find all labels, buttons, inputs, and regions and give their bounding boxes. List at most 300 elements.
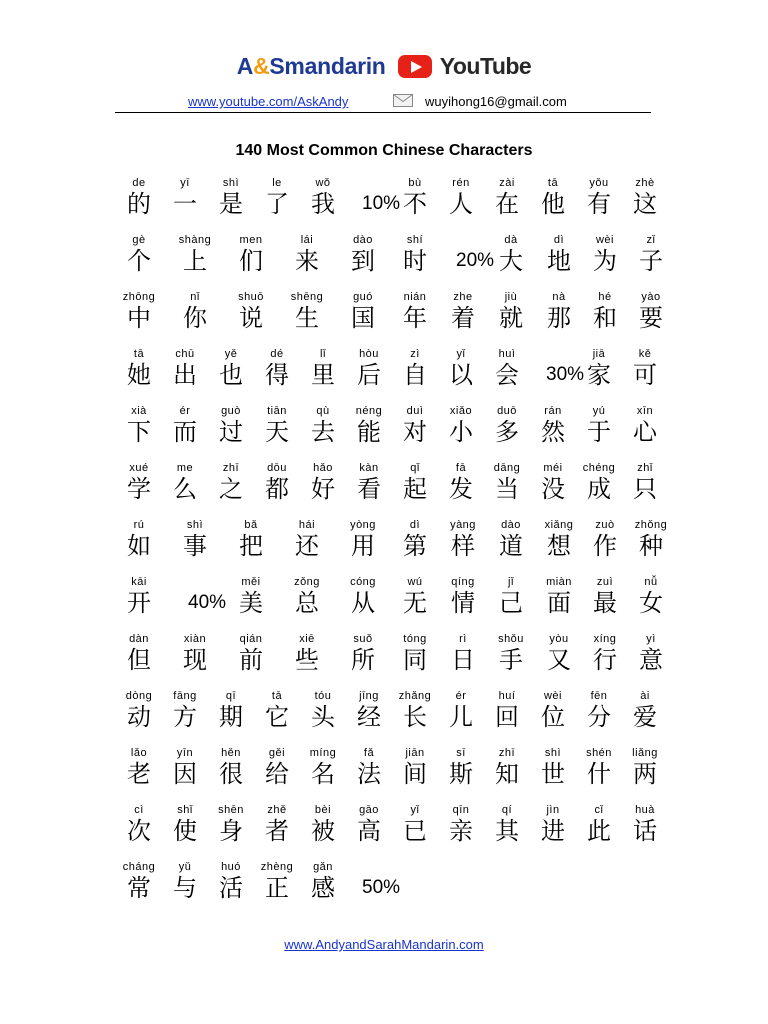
hanzi-character: 天 [265, 418, 289, 446]
footer [0, 934, 768, 953]
hanzi-character: 的 [127, 190, 151, 218]
character-cell [484, 461, 530, 503]
hanzi-character: 已 [403, 817, 427, 845]
character-cell [284, 233, 330, 275]
pinyin-label: yú [592, 405, 606, 417]
hanzi-character: 都 [265, 475, 289, 503]
hanzi-character: 如 [127, 532, 151, 560]
hanzi-character: 者 [265, 817, 289, 845]
hanzi-character: 出 [173, 361, 197, 389]
hanzi-character: 为 [593, 247, 617, 275]
pinyin-label: bèi [314, 804, 332, 816]
character-cell [116, 575, 162, 617]
character-cell [440, 518, 486, 560]
character-cell [576, 689, 622, 731]
pinyin-label: yīn [176, 747, 194, 759]
pinyin-label: le [272, 177, 282, 189]
character-cell [254, 689, 300, 731]
hanzi-character: 进 [541, 817, 565, 845]
character-cell [440, 632, 486, 674]
character-cell [628, 233, 674, 275]
hanzi-character: 高 [357, 817, 381, 845]
pinyin-label: bù [408, 177, 422, 189]
pinyin-label: qù [316, 405, 330, 417]
character-cell [162, 176, 208, 218]
character-cell [392, 347, 438, 389]
hanzi-character: 有 [587, 190, 611, 218]
character-cell [162, 689, 208, 731]
hanzi-character: 着 [451, 304, 475, 332]
character-cell [392, 575, 438, 617]
character-cell [116, 689, 162, 731]
pinyin-label: guò [221, 405, 241, 417]
pinyin-label: měi [241, 576, 261, 588]
character-cell [116, 347, 162, 389]
character-cell [208, 404, 254, 446]
character-cell [582, 518, 628, 560]
character-cell [484, 404, 530, 446]
pinyin-label: zhǎng [398, 690, 432, 702]
percentage-marker: 50% [362, 877, 401, 898]
hanzi-character: 话 [633, 817, 657, 845]
pinyin-label: wèi [595, 234, 614, 246]
hanzi-character: 老 [127, 760, 151, 788]
pinyin-label: rì [459, 633, 467, 645]
pinyin-label: zhī [222, 462, 240, 474]
character-cell [536, 290, 582, 332]
hanzi-character: 这 [633, 190, 657, 218]
hanzi-character: 又 [547, 646, 571, 674]
character-cell [340, 632, 386, 674]
hanzi-character: 那 [547, 304, 571, 332]
pinyin-label: huà [635, 804, 655, 816]
hanzi-character: 作 [593, 532, 617, 560]
hanzi-character: 好 [311, 475, 335, 503]
character-cell [628, 518, 674, 560]
hanzi-character: 个 [127, 247, 151, 275]
character-cell [300, 461, 346, 503]
hanzi-character: 感 [311, 874, 335, 902]
character-cell [228, 632, 274, 674]
pinyin-label: gěi [268, 747, 286, 759]
character-cell [440, 290, 486, 332]
pinyin-label: dì [409, 519, 421, 531]
pinyin-label: suǒ [353, 633, 373, 645]
character-cell [622, 176, 668, 218]
youtube-wordmark: YouTube [439, 53, 532, 79]
pinyin-label: zhōng [122, 291, 156, 303]
pinyin-label: shuō [238, 291, 264, 303]
character-cell [284, 518, 330, 560]
pinyin-label: shén [586, 747, 612, 759]
hanzi-character: 面 [547, 589, 571, 617]
hanzi-character: 知 [495, 760, 519, 788]
character-cell [438, 803, 484, 845]
hanzi-character: 大 [499, 247, 523, 275]
pinyin-label: yì [646, 633, 656, 645]
character-cell [392, 803, 438, 845]
character-cell [228, 518, 274, 560]
character-cell [576, 746, 622, 788]
character-cell [116, 233, 162, 275]
hanzi-character: 分 [587, 703, 611, 731]
hanzi-character: 斯 [449, 760, 473, 788]
character-cell [622, 461, 668, 503]
hanzi-character: 人 [449, 190, 473, 218]
character-cell [582, 575, 628, 617]
character-cell [346, 404, 392, 446]
pinyin-label: me [176, 462, 194, 474]
hanzi-character: 被 [311, 817, 335, 845]
pinyin-label: jīng [359, 690, 379, 702]
character-cell [228, 290, 274, 332]
character-cell [582, 233, 628, 275]
hanzi-character: 正 [265, 874, 289, 902]
hanzi-character: 己 [499, 589, 523, 617]
hanzi-character: 开 [127, 589, 151, 617]
character-cell [300, 347, 346, 389]
hanzi-character: 当 [495, 475, 519, 503]
pinyin-label: tā [547, 177, 559, 189]
pinyin-label: zhī [498, 747, 516, 759]
character-cell [346, 347, 392, 389]
hanzi-character: 她 [127, 361, 151, 389]
character-cell [530, 746, 576, 788]
brand-logo: A&Smandarin [236, 53, 386, 79]
pinyin-label: kāi [131, 576, 147, 588]
character-cell [536, 518, 582, 560]
pinyin-label: hé [598, 291, 612, 303]
character-cell [346, 803, 392, 845]
hanzi-character: 发 [449, 475, 473, 503]
pinyin-label: cháng [122, 861, 156, 873]
hanzi-character: 过 [219, 418, 243, 446]
character-cell [438, 461, 484, 503]
character-cell [530, 689, 576, 731]
character-cell [392, 746, 438, 788]
character-cell [208, 461, 254, 503]
character-cell [622, 746, 668, 788]
character-cell [576, 404, 622, 446]
pinyin-label: dào [501, 519, 521, 531]
pinyin-label: qíng [451, 576, 475, 588]
character-cell [116, 518, 162, 560]
pinyin-label: tóu [314, 690, 332, 702]
hanzi-character: 很 [219, 760, 243, 788]
hanzi-character: 成 [587, 475, 611, 503]
character-cell [484, 176, 530, 218]
pinyin-label: bǎ [244, 519, 258, 531]
character-cell [440, 575, 486, 617]
pinyin-label: huó [221, 861, 241, 873]
pinyin-label: guó [353, 291, 373, 303]
character-cell [254, 176, 300, 218]
character-cell [340, 575, 386, 617]
pinyin-label: kàn [359, 462, 379, 474]
character-cell [162, 461, 208, 503]
pinyin-label: zhe [453, 291, 473, 303]
character-cell [116, 860, 162, 902]
percentage-marker: 20% [456, 250, 495, 271]
hanzi-character: 使 [173, 817, 197, 845]
pinyin-label: shēn [218, 804, 244, 816]
pinyin-label: tā [133, 348, 145, 360]
hanzi-character: 和 [593, 304, 617, 332]
pinyin-label: yǐ [410, 804, 420, 816]
contact-email: wuyihong16@gmail.com [425, 94, 567, 109]
pinyin-label: jìn [546, 804, 560, 816]
hanzi-character: 时 [403, 247, 427, 275]
pinyin-label: rén [452, 177, 470, 189]
character-cell [116, 290, 162, 332]
pinyin-label: chū [175, 348, 195, 360]
hanzi-character: 些 [295, 646, 319, 674]
character-cell [162, 347, 208, 389]
character-cell [622, 347, 668, 389]
hanzi-character: 多 [495, 418, 519, 446]
character-cell [488, 233, 534, 275]
character-cell [582, 290, 628, 332]
hanzi-character: 以 [449, 361, 473, 389]
hanzi-character: 日 [451, 646, 475, 674]
pinyin-label: rán [544, 405, 562, 417]
pinyin-label: jiā [592, 348, 606, 360]
character-cell [228, 575, 274, 617]
pinyin-label: wèi [543, 690, 562, 702]
pinyin-label: duì [406, 405, 424, 417]
character-cell [300, 404, 346, 446]
character-cell [162, 803, 208, 845]
percentage-marker: 30% [546, 364, 585, 385]
hanzi-character: 国 [351, 304, 375, 332]
character-cell [208, 803, 254, 845]
hanzi-character: 总 [295, 589, 319, 617]
hanzi-character: 法 [357, 760, 381, 788]
hanzi-character: 家 [587, 361, 611, 389]
pinyin-label: shàng [178, 234, 212, 246]
hanzi-character: 最 [593, 589, 617, 617]
pinyin-label: gāo [359, 804, 379, 816]
pinyin-label: jǐ [508, 576, 514, 588]
youtube-channel-link[interactable]: www.youtube.com/AskAndy [188, 94, 349, 109]
pinyin-label: zhě [267, 804, 287, 816]
pinyin-label: dé [270, 348, 284, 360]
character-cell [438, 347, 484, 389]
character-cell [300, 803, 346, 845]
hanzi-character: 只 [633, 475, 657, 503]
character-cell [576, 803, 622, 845]
character-cell [162, 860, 208, 902]
character-cell [484, 803, 530, 845]
pinyin-label: míng [309, 747, 337, 759]
hanzi-character: 道 [499, 532, 523, 560]
pinyin-label: fǎ [363, 747, 375, 759]
hanzi-character: 没 [541, 475, 565, 503]
pinyin-label: cóng [350, 576, 376, 588]
pinyin-label: cì [134, 804, 144, 816]
hanzi-character: 两 [633, 760, 657, 788]
hanzi-character: 心 [633, 418, 657, 446]
hanzi-character: 儿 [449, 703, 473, 731]
pinyin-label: jiān [405, 747, 425, 759]
pinyin-label: yǐ [456, 348, 466, 360]
character-cell [536, 575, 582, 617]
character-cell [116, 404, 162, 446]
character-cell [392, 689, 438, 731]
hanzi-character: 小 [449, 418, 473, 446]
hanzi-character: 动 [127, 703, 151, 731]
pinyin-label: xiē [299, 633, 315, 645]
pinyin-label: fēn [590, 690, 608, 702]
character-cell [392, 518, 438, 560]
pinyin-label: fā [455, 462, 467, 474]
pinyin-label: qí [501, 804, 513, 816]
pinyin-label: tóng [403, 633, 427, 645]
character-cell [116, 746, 162, 788]
hanzi-character: 此 [587, 817, 611, 845]
hanzi-character: 间 [403, 760, 427, 788]
character-cell [284, 575, 330, 617]
character-cell [488, 518, 534, 560]
hanzi-character: 他 [541, 190, 565, 218]
pinyin-label: lái [300, 234, 314, 246]
character-cell [162, 746, 208, 788]
hanzi-character: 活 [219, 874, 243, 902]
pinyin-label: tā [271, 690, 283, 702]
pinyin-label: yòng [350, 519, 376, 531]
pinyin-label: ér [179, 405, 191, 417]
hanzi-character: 给 [265, 760, 289, 788]
pinyin-label: méi [543, 462, 563, 474]
character-cell [392, 404, 438, 446]
hanzi-character: 它 [265, 703, 289, 731]
hanzi-character: 手 [499, 646, 523, 674]
pinyin-label: zǒng [294, 576, 320, 588]
pinyin-label: dōu [267, 462, 287, 474]
hanzi-character: 自 [403, 361, 427, 389]
pinyin-label: néng [355, 405, 383, 417]
character-cell [254, 803, 300, 845]
hanzi-character: 说 [239, 304, 263, 332]
hanzi-character: 后 [357, 361, 381, 389]
pinyin-label: men [239, 234, 263, 246]
hanzi-character: 们 [239, 247, 263, 275]
character-cell [484, 347, 530, 389]
pinyin-label: yàng [450, 519, 476, 531]
character-cell [284, 632, 330, 674]
hanzi-character: 子 [639, 247, 663, 275]
pinyin-label: zuì [596, 576, 614, 588]
character-cell [488, 290, 534, 332]
hanzi-character: 第 [403, 532, 427, 560]
pinyin-label: xíng [593, 633, 617, 645]
character-cell [576, 176, 622, 218]
pinyin-label: qián [239, 633, 263, 645]
pinyin-label: zhè [635, 177, 655, 189]
website-link[interactable]: www.AndyandSarahMandarin.com [284, 937, 484, 952]
hanzi-character: 位 [541, 703, 565, 731]
pinyin-label: dào [353, 234, 373, 246]
character-cell [530, 461, 576, 503]
character-cell [628, 575, 674, 617]
hanzi-character: 回 [495, 703, 519, 731]
hanzi-character: 了 [265, 190, 289, 218]
pinyin-label: shǒu [498, 633, 524, 645]
character-cell [536, 632, 582, 674]
hanzi-character: 能 [357, 418, 381, 446]
character-cell [340, 233, 386, 275]
character-cell [346, 461, 392, 503]
hanzi-character: 之 [219, 475, 243, 503]
pinyin-label: xué [129, 462, 149, 474]
pinyin-label: fāng [173, 690, 197, 702]
character-cell [346, 689, 392, 731]
pinyin-label: zhǐ [637, 462, 653, 474]
pinyin-label: hěn [221, 747, 241, 759]
hanzi-character: 无 [403, 589, 427, 617]
character-cell [530, 176, 576, 218]
character-cell [172, 518, 218, 560]
hanzi-character: 意 [639, 646, 663, 674]
pinyin-label: liǎng [632, 747, 658, 759]
pinyin-label: wǒ [315, 177, 331, 189]
hanzi-character: 要 [639, 304, 663, 332]
hanzi-character: 方 [173, 703, 197, 731]
pinyin-label: yǔ [178, 861, 192, 873]
pinyin-label: ér [455, 690, 467, 702]
pinyin-label: cǐ [594, 804, 604, 816]
character-cell [254, 461, 300, 503]
hanzi-character: 其 [495, 817, 519, 845]
hanzi-character: 种 [639, 532, 663, 560]
character-cell [622, 404, 668, 446]
hanzi-character: 年 [403, 304, 427, 332]
pinyin-label: nà [552, 291, 566, 303]
hanzi-character: 么 [173, 475, 197, 503]
hanzi-character: 但 [127, 646, 151, 674]
character-cell [208, 176, 254, 218]
pinyin-label: zuò [595, 519, 615, 531]
pinyin-label: miàn [546, 576, 572, 588]
character-cell [300, 176, 346, 218]
hanzi-character: 从 [351, 589, 375, 617]
hanzi-character: 还 [295, 532, 319, 560]
percentage-marker: 10% [362, 193, 401, 214]
character-cell [392, 290, 438, 332]
pinyin-label: qǐ [410, 462, 420, 474]
character-cell [438, 746, 484, 788]
character-cell [172, 632, 218, 674]
hanzi-character: 次 [127, 817, 151, 845]
pinyin-label: nǚ [644, 576, 658, 588]
hanzi-character: 女 [639, 589, 663, 617]
pinyin-label: xià [131, 405, 147, 417]
hanzi-character: 我 [311, 190, 335, 218]
hanzi-character: 常 [127, 874, 151, 902]
character-cell [576, 347, 622, 389]
pinyin-label: shì [544, 747, 562, 759]
character-cell [536, 233, 582, 275]
pinyin-label: kě [638, 348, 652, 360]
pinyin-label: hái [298, 519, 316, 531]
pinyin-label: xiàn [183, 633, 207, 645]
character-cell [484, 746, 530, 788]
character-cell [628, 290, 674, 332]
character-cell [254, 860, 300, 902]
character-cell [300, 860, 346, 902]
character-cell [576, 461, 622, 503]
hanzi-character: 期 [219, 703, 243, 731]
